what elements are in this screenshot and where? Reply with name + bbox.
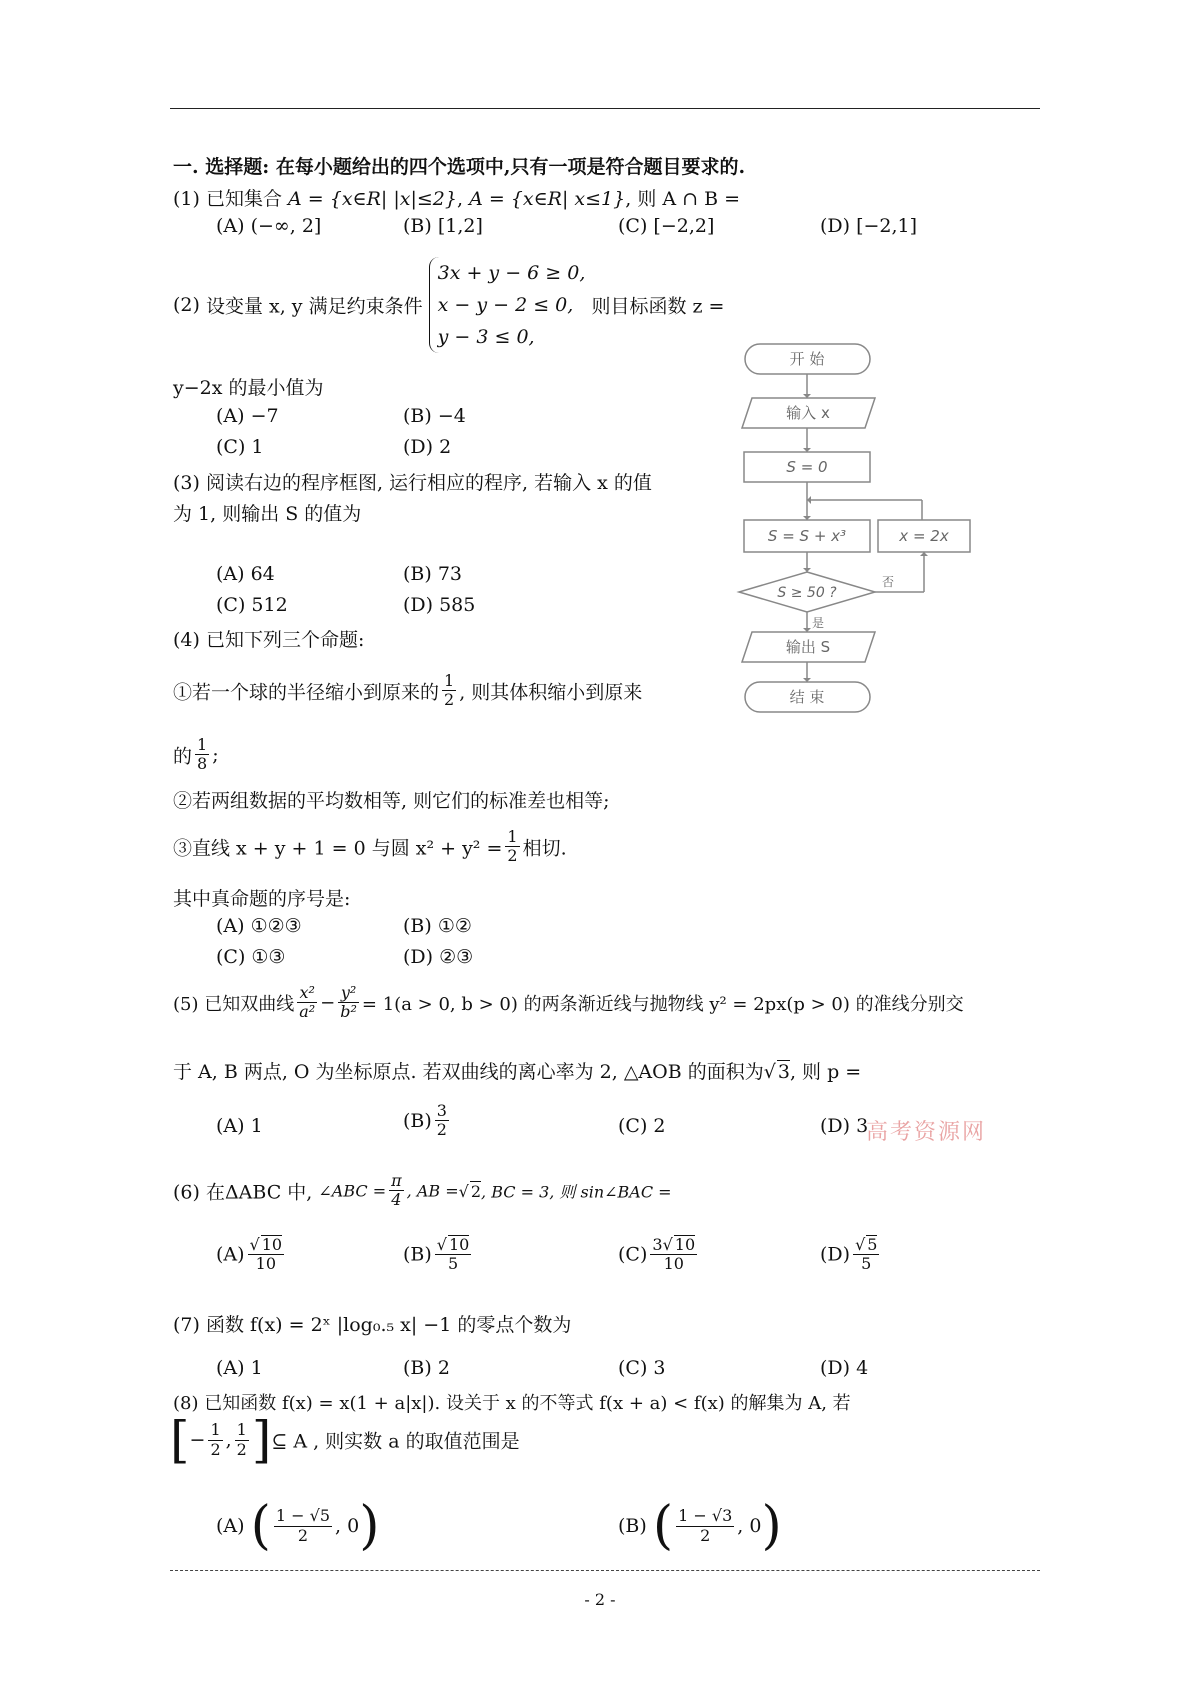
flowchart-no-label: 否 [882, 575, 895, 589]
q3-option-a[interactable]: (A) 64 [216, 563, 275, 585]
q4-proposition-3: ③直线 x + y + 1 = 0 与圆 x² + y² = $\frac{1}{2}$ 相切. [173, 827, 567, 866]
q3-line2: 为 1, 则输出 S 的值为 [173, 503, 362, 525]
q8-line1: (8) 已知函数 f(x) = x(1 + a|x|). 设关于 x 的不等式 f(x + a) < f(x) 的解集为 A, 若 [173, 1393, 851, 1414]
q7-option-a[interactable]: (A) 1 [216, 1357, 263, 1379]
q4-proposition-2: ②若两组数据的平均数相等, 则它们的标准差也相等; [173, 790, 610, 812]
q3-option-b[interactable]: (B) 73 [403, 563, 463, 585]
flowchart-start-label: 开 始 [789, 350, 825, 368]
q4-proposition-1-cont: 的 $\frac{1}{8}$ ; [173, 735, 219, 774]
q4-option-c[interactable]: (C) ①③ [216, 946, 286, 968]
q8-option-b[interactable]: (B) ( $\frac{1 - √3}{2}$ , 0) [618, 1496, 782, 1556]
q8-option-a[interactable]: (A) ( $\frac{1 - √5}{2}$ , 0) [216, 1496, 380, 1556]
q3-option-d[interactable]: (D) 585 [403, 594, 476, 616]
flowchart-end-label: 结 束 [789, 688, 825, 706]
section-title: 一. 选择题: 在每小题给出的四个选项中,只有一项是符合题目要求的. [173, 156, 746, 178]
header-rule [170, 108, 1040, 109]
question-7: (7) 函数 f(x) = 2ˣ |log₀.₅ x| −1 的零点个数为 [173, 1314, 572, 1336]
q5-option-d[interactable]: (D) 3 [820, 1115, 869, 1137]
flowchart-input-label: 输入 x [786, 404, 830, 422]
q1-option-c[interactable]: (C) [−2,2] [618, 215, 715, 237]
q3-option-c[interactable]: (C) 512 [216, 594, 288, 616]
q1-option-d[interactable]: (D) [−2,1] [820, 215, 918, 237]
program-flowchart [730, 340, 980, 720]
q5-option-b[interactable]: (B) $\frac{3}{2}$ [403, 1101, 447, 1140]
q4-option-b[interactable]: (B) ①② [403, 915, 472, 937]
flowchart-update-label: S = S + x³ [767, 527, 847, 545]
flowchart-yes-label: 是 [812, 616, 825, 630]
q4-proposition-1: ①若一个球的半径缩小到原来的 $\frac{1}{2}$ , 则其体积缩小到原来 [173, 671, 643, 710]
q5-option-c[interactable]: (C) 2 [618, 1115, 666, 1137]
q2-line2: y−2x 的最小值为 [173, 377, 324, 399]
q7-option-b[interactable]: (B) 2 [403, 1357, 450, 1379]
q7-option-d[interactable]: (D) 4 [820, 1357, 869, 1379]
question-1: (1) 已知集合 A = {x∈R| |x|≤2}, A = {x∈R| x≤1}, 则 A ∩ B = [173, 188, 740, 210]
q8-line2: [− $\frac{1}{2}$ , $\frac{1}{2}$ ]⊆ A , 则实数 a 的取值范围是 [170, 1411, 520, 1469]
flowchart-double-label: x = 2x [899, 527, 949, 545]
page-number: - 2 - [584, 1590, 616, 1609]
q4-ask: 其中真命题的序号是: [173, 888, 351, 910]
constraint-system: 3x + y − 6 ≥ 0, x − y − 2 ≤ 0, y − 3 ≤ 0, [429, 257, 586, 353]
q4-option-a[interactable]: (A) ①②③ [216, 915, 302, 937]
question-5: (5) 已知双曲线 $\frac{\text{x²}}{\text{a²}}$ − $\frac{\text{y²}}{\text{b²}}$ = 1(a > 0, b > 0) 的两条渐近线与抛物线 y² = 2px(p > 0) 的准线分别交 [173, 983, 964, 1022]
watermark: 高考资源网 [866, 1120, 987, 1145]
q7-option-c[interactable]: (C) 3 [618, 1357, 666, 1379]
q2-option-c[interactable]: (C) 1 [216, 436, 264, 458]
q6-option-b[interactable]: (B) $\frac{√ 10}{5}$ [403, 1235, 470, 1274]
q1-option-a[interactable]: (A) (−∞, 2] [216, 215, 322, 237]
footer-rule [170, 1570, 1040, 1571]
flowchart-init-label: S = 0 [786, 458, 828, 476]
q2-option-b[interactable]: (B) −4 [403, 405, 466, 427]
q6-option-c[interactable]: (C) $\frac{3√ 10}{10}$ [618, 1235, 696, 1274]
flowchart-condition-label: S ≥ 50 ? [777, 585, 837, 601]
q5-option-a[interactable]: (A) 1 [216, 1115, 263, 1137]
question-2: (2) 设变量 x, y 满足约束条件 3x + y − 6 ≥ 0, x − y − 2 ≤ 0, y − 3 ≤ 0, 则目标函数 z = [173, 257, 724, 353]
question-6: (6) 在ΔABC 中, ∠ABC = $\frac{\pi}{4}$ , AB =√ 2, BC = 3, 则 sin∠BAC = [173, 1171, 672, 1210]
q2-option-d[interactable]: (D) 2 [403, 436, 452, 458]
q2-option-a[interactable]: (A) −7 [216, 405, 279, 427]
q6-option-a[interactable]: (A) $\frac{√ 10}{10}$ [216, 1235, 283, 1274]
q4-option-d[interactable]: (D) ②③ [403, 946, 474, 968]
q5-line2: 于 A, B 两点, O 为坐标原点. 若双曲线的离心率为 2, △AOB 的面积为√ 3, 则 p = [173, 1061, 862, 1083]
q3-line1: (3) 阅读右边的程序框图, 运行相应的程序, 若输入 x 的值 [173, 472, 652, 494]
q1-option-b[interactable]: (B) [1,2] [403, 215, 483, 237]
flowchart-output-label: 输出 S [785, 638, 831, 656]
q6-option-d[interactable]: (D) $\frac{√ 5}{5}$ [820, 1235, 878, 1274]
q4-intro: (4) 已知下列三个命题: [173, 629, 365, 651]
